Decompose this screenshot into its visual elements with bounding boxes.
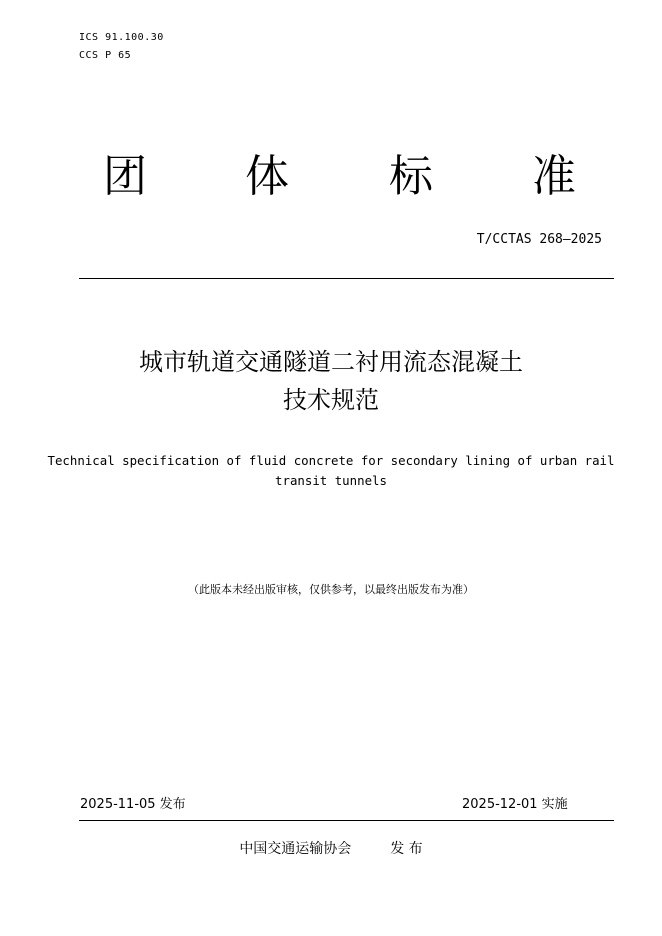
ics-code: ICS 91.100.30	[79, 32, 164, 43]
standard-category-heading	[0, 140, 662, 200]
title-cn-line-1: 城市轨道交通隧道二衬用流态混凝土	[139, 348, 523, 376]
category-char-3: 标	[389, 151, 433, 202]
title-en-line-1: Technical specification of fluid concrete for secondary lining of urban rail	[47, 453, 615, 468]
top-divider	[79, 278, 614, 279]
publish-action: 发 布	[390, 841, 423, 857]
title-cn-line-2: 技术规范	[283, 386, 379, 414]
category-char-4: 准	[532, 151, 576, 202]
publisher-name: 中国交通运输协会	[239, 841, 352, 857]
ccs-code: CCS P 65	[79, 50, 132, 61]
category-char-2: 体	[245, 151, 289, 202]
category-char-1: 团	[103, 151, 147, 202]
title-en-line-2: transit tunnels	[275, 473, 387, 488]
standard-number: T/CCTAS 268—2025	[476, 232, 602, 247]
publisher-line	[0, 838, 662, 858]
draft-note: （此版本未经出版审核，仅供参考，以最终出版发布为准）	[188, 583, 474, 596]
issue-date: 2025-11-05 发布	[80, 797, 186, 812]
bottom-divider	[79, 820, 614, 821]
implement-date: 2025-12-01 实施	[462, 797, 568, 812]
